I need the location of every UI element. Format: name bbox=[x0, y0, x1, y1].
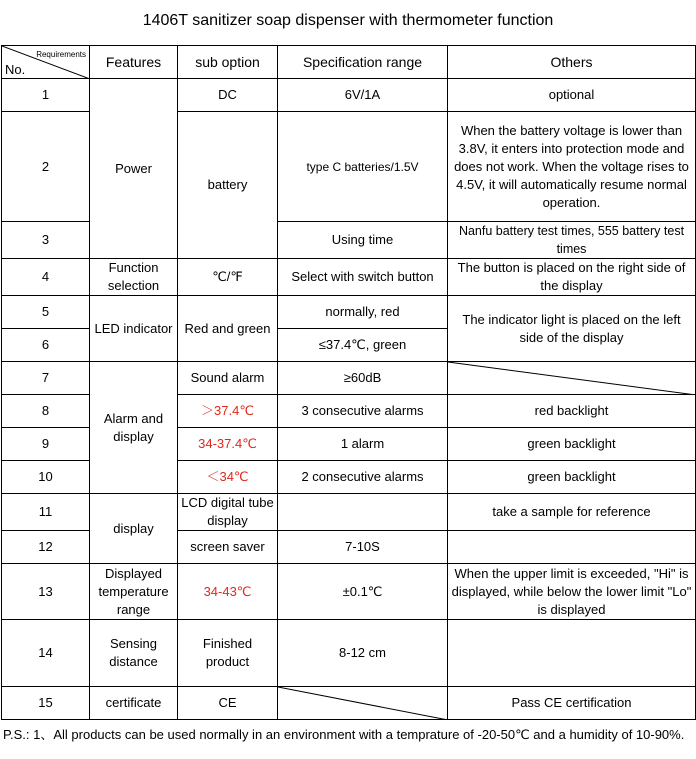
others-cell: When the upper limit is exceeded, "Hi" is displayed, while below the lower limit "Lo" is displayed bbox=[448, 564, 696, 620]
row-number: 3 bbox=[2, 222, 90, 259]
sub-option-cell: 34-43℃ bbox=[178, 564, 278, 620]
row-number: 10 bbox=[2, 461, 90, 494]
others-cell-empty bbox=[448, 362, 696, 395]
feature-cell: Sensing distance bbox=[90, 620, 178, 687]
spec-cell: 6V/1A bbox=[278, 79, 448, 112]
row-number: 14 bbox=[2, 620, 90, 687]
feature-cell: Power bbox=[90, 79, 178, 259]
table-row bbox=[2, 79, 696, 112]
row-number: 1 bbox=[2, 79, 90, 112]
spec-table bbox=[1, 45, 696, 720]
table-row bbox=[2, 259, 696, 296]
spec-cell: Select with switch button bbox=[278, 259, 448, 296]
table-row bbox=[2, 687, 696, 720]
others-cell: take a sample for reference bbox=[448, 494, 696, 531]
others-cell: optional bbox=[448, 79, 696, 112]
sub-option-cell: Finished product bbox=[178, 620, 278, 687]
others-cell: green backlight bbox=[448, 461, 696, 494]
spec-range-header: Specification range bbox=[278, 46, 448, 79]
sub-option-cell: screen saver bbox=[178, 531, 278, 564]
requirements-header: Requirements bbox=[36, 50, 86, 59]
table-row bbox=[2, 494, 696, 531]
others-cell: red backlight bbox=[448, 395, 696, 428]
spec-cell: type C batteries/1.5V bbox=[278, 112, 448, 222]
no-header: No. bbox=[5, 62, 26, 77]
others-cell: The indicator light is placed on the left side of the display bbox=[448, 296, 696, 362]
feature-cell: Function selection bbox=[90, 259, 178, 296]
table-row bbox=[2, 296, 696, 329]
row-number: 5 bbox=[2, 296, 90, 329]
features-header: Features bbox=[90, 46, 178, 79]
document-title: 1406T sanitizer soap dispenser with thermometer function bbox=[142, 12, 554, 29]
row-number: 7 bbox=[2, 362, 90, 395]
spec-cell: 1 alarm bbox=[278, 428, 448, 461]
sub-option-cell: battery bbox=[178, 112, 278, 259]
sub-option-cell: ℃/℉ bbox=[178, 259, 278, 296]
row-number: 12 bbox=[2, 531, 90, 564]
table-row bbox=[2, 564, 696, 620]
sub-option-cell: ＜34℃ bbox=[178, 461, 278, 494]
others-cell: green backlight bbox=[448, 428, 696, 461]
spec-cell: ≤37.4℃, green bbox=[278, 329, 448, 362]
row-number: 15 bbox=[2, 687, 90, 720]
sub-option-cell: Sound alarm bbox=[178, 362, 278, 395]
row-number: 6 bbox=[2, 329, 90, 362]
spec-cell: 3 consecutive alarms bbox=[278, 395, 448, 428]
row-number: 13 bbox=[2, 564, 90, 620]
sub-option-cell: 34-37.4℃ bbox=[178, 428, 278, 461]
spec-cell bbox=[278, 494, 448, 531]
row-number: 4 bbox=[2, 259, 90, 296]
feature-cell: Alarm and display bbox=[90, 362, 178, 494]
spec-cell: Using time bbox=[278, 222, 448, 259]
spec-cell: normally, red bbox=[278, 296, 448, 329]
table-row bbox=[2, 362, 696, 395]
spec-cell-empty bbox=[278, 687, 448, 720]
footnote: P.S.: 1、All products can be used normally in an environment with a temprature of -20-50℃ and a humidity of 10-90%. bbox=[3, 727, 685, 742]
spec-cell: ±0.1℃ bbox=[278, 564, 448, 620]
diagonal-line bbox=[278, 687, 448, 720]
others-cell: Nanfu battery test times, 555 battery test times bbox=[448, 222, 696, 259]
row-number: 2 bbox=[2, 112, 90, 222]
spec-cell: 7-10S bbox=[278, 531, 448, 564]
others-cell bbox=[448, 531, 696, 564]
feature-cell: LED indicator bbox=[90, 296, 178, 362]
row-number: 9 bbox=[2, 428, 90, 461]
spec-cell: 8-12 cm bbox=[278, 620, 448, 687]
feature-cell: Displayed temperature range bbox=[90, 564, 178, 620]
spec-cell: ≥60dB bbox=[278, 362, 448, 395]
table-header-row bbox=[2, 46, 696, 79]
table-row bbox=[2, 620, 696, 687]
feature-cell: display bbox=[90, 494, 178, 564]
others-cell-empty bbox=[448, 620, 696, 687]
feature-cell: certificate bbox=[90, 687, 178, 720]
sub-option-cell: Red and green bbox=[178, 296, 278, 362]
others-header: Others bbox=[448, 46, 696, 79]
sub-option-cell: CE bbox=[178, 687, 278, 720]
sub-option-cell: DC bbox=[178, 79, 278, 112]
others-cell: Pass CE certification bbox=[448, 687, 696, 720]
sub-option-cell: LCD digital tube display bbox=[178, 494, 278, 531]
corner-header-cell bbox=[2, 46, 90, 79]
row-number: 8 bbox=[2, 395, 90, 428]
row-number: 11 bbox=[2, 494, 90, 531]
others-cell: The button is placed on the right side of the display bbox=[448, 259, 696, 296]
sub-option-header: sub option bbox=[178, 46, 278, 79]
diagonal-line bbox=[448, 362, 696, 395]
spec-cell: 2 consecutive alarms bbox=[278, 461, 448, 494]
sub-option-cell: ＞37.4℃ bbox=[178, 395, 278, 428]
others-cell: When the battery voltage is lower than 3.8V, it enters into protection mode and does not work. When the voltage rises to 4.5V, it will automatically resume normal operation. bbox=[448, 112, 696, 222]
